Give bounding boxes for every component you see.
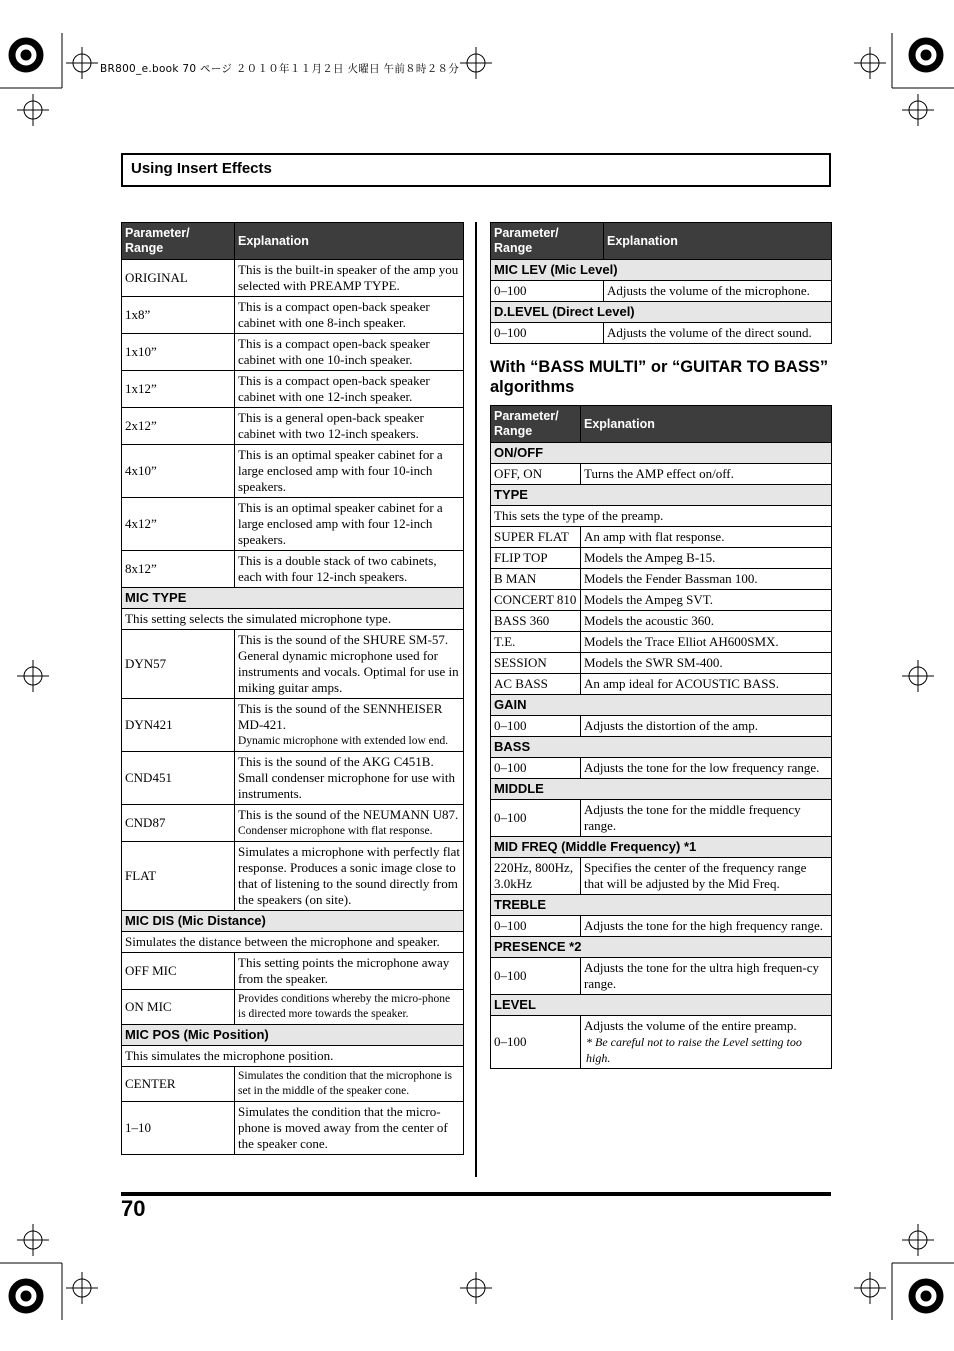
table-row <box>122 297 464 334</box>
param-value: 0–100 <box>491 916 581 937</box>
group-title: MIC DIS (Mic Distance) <box>122 911 464 932</box>
explanation <box>581 527 832 548</box>
table-row <box>491 758 832 779</box>
explanation <box>604 281 832 302</box>
explanation-text: Models the acoustic 360. <box>584 613 714 628</box>
param-value: CONCERT 810 <box>491 590 581 611</box>
book-header-line: BR800_e.book 70 ページ ２０１０年１１月２日 火曜日 午前８時２８分 <box>100 63 460 75</box>
group-header-row <box>491 895 832 916</box>
explanation-text: This is the sound of the SHURE SM-57. General dynamic microphone used for instruments and vocals. Optimal for use in miking guitar amps. <box>238 632 459 695</box>
explanation-text: Simulates a microphone with perfectly flat response. Produces a sonic image close to that of listening to the sound directly from the speakers (on site). <box>238 844 461 907</box>
group-header-row <box>491 837 832 858</box>
table-row <box>122 260 464 297</box>
explanation-text: Simulates the condition that the microphone is set in the middle of the speaker cone. <box>238 1070 452 1097</box>
explanation <box>581 916 832 937</box>
explanation <box>235 630 464 699</box>
explanation <box>581 758 832 779</box>
explanation-note: Dynamic microphone with extended low end. <box>238 735 449 747</box>
explanation <box>581 674 832 695</box>
group-description: This simulates the microphone position. <box>122 1046 464 1067</box>
param-value: 0–100 <box>491 716 581 737</box>
explanation-text: Adjusts the volume of the microphone. <box>607 283 810 298</box>
explanation <box>235 990 464 1025</box>
explanation <box>581 611 832 632</box>
param-value: CND87 <box>122 805 235 842</box>
explanation <box>581 653 832 674</box>
explanation-text: Adjusts the tone for the middle frequency range. <box>584 802 801 833</box>
param-value: SESSION <box>491 653 581 674</box>
explanation-text: Simulates the condition that the micro-phone is moved away from the center of the speaker cone. <box>238 1104 448 1151</box>
explanation <box>235 842 464 911</box>
param-value: T.E. <box>491 632 581 653</box>
explanation-text: Adjusts the tone for the ultra high frequen-cy range. <box>584 960 820 991</box>
param-value: FLIP TOP <box>491 548 581 569</box>
table-row <box>491 632 832 653</box>
table-row <box>122 445 464 498</box>
bass-amp-parameter-table <box>490 405 832 1069</box>
param-value: ORIGINAL <box>122 260 235 297</box>
param-value: OFF, ON <box>491 464 581 485</box>
explanation-text: Specifies the center of the frequency range that will be adjusted by the Mid Freq. <box>584 860 807 891</box>
explanation-text: Models the SWR SM-400. <box>584 655 723 670</box>
param-value: 0–100 <box>491 323 604 344</box>
table-row <box>491 716 832 737</box>
explanation-text: This is a compact open-back speaker cabinet with one 10-inch speaker. <box>238 336 430 367</box>
table-header-row <box>122 223 464 260</box>
explanation <box>235 551 464 588</box>
param-value: 1x10” <box>122 334 235 371</box>
param-value: SUPER FLAT <box>491 527 581 548</box>
explanation <box>581 569 832 590</box>
table-row <box>122 630 464 699</box>
table-row <box>122 953 464 990</box>
table-row <box>491 464 832 485</box>
param-value: 2x12” <box>122 408 235 445</box>
table-row <box>491 1016 832 1069</box>
group-title: LEVEL <box>491 995 832 1016</box>
table-row <box>122 1102 464 1155</box>
group-title: MIC POS (Mic Position) <box>122 1025 464 1046</box>
table-row <box>122 842 464 911</box>
param-value: DYN57 <box>122 630 235 699</box>
group-title: ON/OFF <box>491 443 832 464</box>
group-description: Simulates the distance between the microphone and speaker. <box>122 932 464 953</box>
group-header-row <box>491 737 832 758</box>
param-column-header: Parameter/ Range <box>491 406 581 443</box>
param-value: CENTER <box>122 1067 235 1102</box>
param-value: 0–100 <box>491 758 581 779</box>
bass-algorithms-heading: With “BASS MULTI” or “GUITAR TO BASS” algorithms <box>490 358 829 396</box>
explanation <box>235 1102 464 1155</box>
table-header-row <box>491 406 832 443</box>
table-row <box>122 498 464 551</box>
explanation-text: Adjusts the volume of the entire preamp. <box>584 1018 797 1033</box>
explanation-text: Turns the AMP effect on/off. <box>584 466 734 481</box>
explanation-text: An amp ideal for ACOUSTIC BASS. <box>584 676 779 691</box>
explanation-text: This is an optimal speaker cabinet for a large enclosed amp with four 10-inch speakers. <box>238 447 443 494</box>
explanation <box>581 590 832 611</box>
group-header-row <box>491 995 832 1016</box>
table-row <box>122 752 464 805</box>
explanation-text: An amp with flat response. <box>584 529 725 544</box>
table-row <box>122 408 464 445</box>
explanation <box>581 464 832 485</box>
table-row <box>491 548 832 569</box>
table-row <box>122 699 464 752</box>
group-title: TYPE <box>491 485 832 506</box>
explanation <box>235 1067 464 1102</box>
table-row <box>491 958 832 995</box>
explanation-text: This is a compact open-back speaker cabinet with one 8-inch speaker. <box>238 299 430 330</box>
explanation-text: This is the sound of the NEUMANN U87. <box>238 807 459 822</box>
table-row <box>491 800 832 837</box>
explanation <box>581 800 832 837</box>
group-header-row <box>491 695 832 716</box>
param-column-header: Parameter/ Range <box>491 223 604 260</box>
param-value: 8x12” <box>122 551 235 588</box>
param-value: 4x12” <box>122 498 235 551</box>
explanation-text: Models the Trace Elliot AH600SMX. <box>584 634 779 649</box>
table-row <box>491 916 832 937</box>
explanation <box>604 323 832 344</box>
explanation-column-header: Explanation <box>581 406 832 443</box>
explanation-text: This is the sound of the SENNHEISER MD-421. <box>238 701 443 732</box>
speaker-mic-parameter-table <box>121 222 464 1155</box>
explanation <box>581 858 832 895</box>
table-row <box>122 551 464 588</box>
table-row <box>491 674 832 695</box>
explanation <box>235 371 464 408</box>
starburst-top-left <box>9 38 43 72</box>
table-row <box>122 371 464 408</box>
explanation <box>235 445 464 498</box>
table-row <box>122 334 464 371</box>
explanation <box>235 408 464 445</box>
table-header-row <box>491 223 832 260</box>
group-header-row <box>491 260 832 281</box>
param-value: 0–100 <box>491 1016 581 1069</box>
explanation-text: Adjusts the volume of the direct sound. <box>607 325 812 340</box>
explanation-text: Models the Ampeg B-15. <box>584 550 716 565</box>
group-title: BASS <box>491 737 832 758</box>
explanation <box>235 297 464 334</box>
param-value: B MAN <box>491 569 581 590</box>
table-row <box>491 611 832 632</box>
table-row <box>122 1067 464 1102</box>
explanation-text: Models the Ampeg SVT. <box>584 592 714 607</box>
group-header-row <box>491 443 832 464</box>
explanation-text: This is a double stack of two cabinets, each with four 12-inch speakers. <box>238 553 437 584</box>
group-header-row <box>122 1025 464 1046</box>
param-value: 220Hz, 800Hz, 3.0kHz <box>491 858 581 895</box>
param-column-header: Parameter/ Range <box>122 223 235 260</box>
explanation <box>581 958 832 995</box>
explanation-text: Adjusts the tone for the low frequency range. <box>584 760 820 775</box>
group-title: PRESENCE *2 <box>491 937 832 958</box>
group-header-row <box>491 485 832 506</box>
explanation <box>235 699 464 752</box>
param-value: 0–100 <box>491 958 581 995</box>
explanation-text: This setting points the microphone away from the speaker. <box>238 955 450 986</box>
table-row <box>122 805 464 842</box>
group-title: D.LEVEL (Direct Level) <box>491 302 832 323</box>
group-title: MIC TYPE <box>122 588 464 609</box>
group-title: TREBLE <box>491 895 832 916</box>
explanation-text: This is the built-in speaker of the amp you selected with PREAMP TYPE. <box>238 262 459 293</box>
footer-rule <box>121 1192 831 1196</box>
explanation <box>235 805 464 842</box>
param-value: 4x10” <box>122 445 235 498</box>
group-title: MIC LEV (Mic Level) <box>491 260 832 281</box>
column-divider <box>475 222 477 1177</box>
explanation-text: Adjusts the tone for the high frequency range. <box>584 918 823 933</box>
explanation <box>235 260 464 297</box>
explanation <box>581 548 832 569</box>
param-value: 1–10 <box>122 1102 235 1155</box>
caution-note: * Be careful not to raise the Level setting too high. <box>586 1035 802 1065</box>
param-value: FLAT <box>122 842 235 911</box>
description-row <box>122 932 464 953</box>
starburst-bottom-left <box>9 1279 43 1313</box>
group-header-row <box>491 779 832 800</box>
param-value: 1x8” <box>122 297 235 334</box>
group-title: MIDDLE <box>491 779 832 800</box>
description-row <box>491 506 832 527</box>
explanation-text: Adjusts the distortion of the amp. <box>584 718 759 733</box>
param-value: DYN421 <box>122 699 235 752</box>
explanation-text: Provides conditions whereby the micro-phone is directed more towards the speaker. <box>238 993 451 1020</box>
table-row <box>491 569 832 590</box>
description-row <box>122 609 464 630</box>
group-header-row <box>491 302 832 323</box>
description-row <box>122 1046 464 1067</box>
explanation-text: This is a compact open-back speaker cabinet with one 12-inch speaker. <box>238 373 430 404</box>
group-description: This sets the type of the preamp. <box>491 506 832 527</box>
table-row <box>491 527 832 548</box>
explanation <box>235 334 464 371</box>
explanation <box>581 632 832 653</box>
group-header-row <box>122 911 464 932</box>
param-value: AC BASS <box>491 674 581 695</box>
group-title: MID FREQ (Middle Frequency) *1 <box>491 837 832 858</box>
group-header-row <box>491 937 832 958</box>
table-row <box>491 323 832 344</box>
table-row <box>491 281 832 302</box>
param-value: 0–100 <box>491 281 604 302</box>
table-row <box>491 858 832 895</box>
param-value: BASS 360 <box>491 611 581 632</box>
section-header-box <box>121 153 831 187</box>
group-header-row <box>122 588 464 609</box>
explanation <box>581 716 832 737</box>
explanation-text: This is a general open-back speaker cabinet with two 12-inch speakers. <box>238 410 424 441</box>
param-value: ON MIC <box>122 990 235 1025</box>
table-row <box>491 590 832 611</box>
explanation-text: This is an optimal speaker cabinet for a large enclosed amp with four 12-inch speakers. <box>238 500 443 547</box>
group-description: This setting selects the simulated microphone type. <box>122 609 464 630</box>
group-title: GAIN <box>491 695 832 716</box>
explanation-text: This is the sound of the AKG C451B. Small condenser microphone for use with instruments. <box>238 754 455 801</box>
explanation-note: Condenser microphone with flat response. <box>238 825 433 837</box>
table-row <box>491 653 832 674</box>
explanation <box>235 953 464 990</box>
mic-direct-level-table <box>490 222 832 344</box>
param-value: 0–100 <box>491 800 581 837</box>
explanation <box>235 498 464 551</box>
starburst-bottom-right <box>909 1279 943 1313</box>
explanation-text: Models the Fender Bassman 100. <box>584 571 758 586</box>
starburst-top-right <box>909 38 943 72</box>
table-row <box>122 990 464 1025</box>
explanation <box>235 752 464 805</box>
explanation <box>581 1016 832 1069</box>
param-value: CND451 <box>122 752 235 805</box>
section-title: Using Insert Effects <box>131 160 272 177</box>
explanation-column-header: Explanation <box>604 223 832 260</box>
explanation-column-header: Explanation <box>235 223 464 260</box>
param-value: 1x12” <box>122 371 235 408</box>
param-value: OFF MIC <box>122 953 235 990</box>
page-number: 70 <box>121 1196 146 1221</box>
